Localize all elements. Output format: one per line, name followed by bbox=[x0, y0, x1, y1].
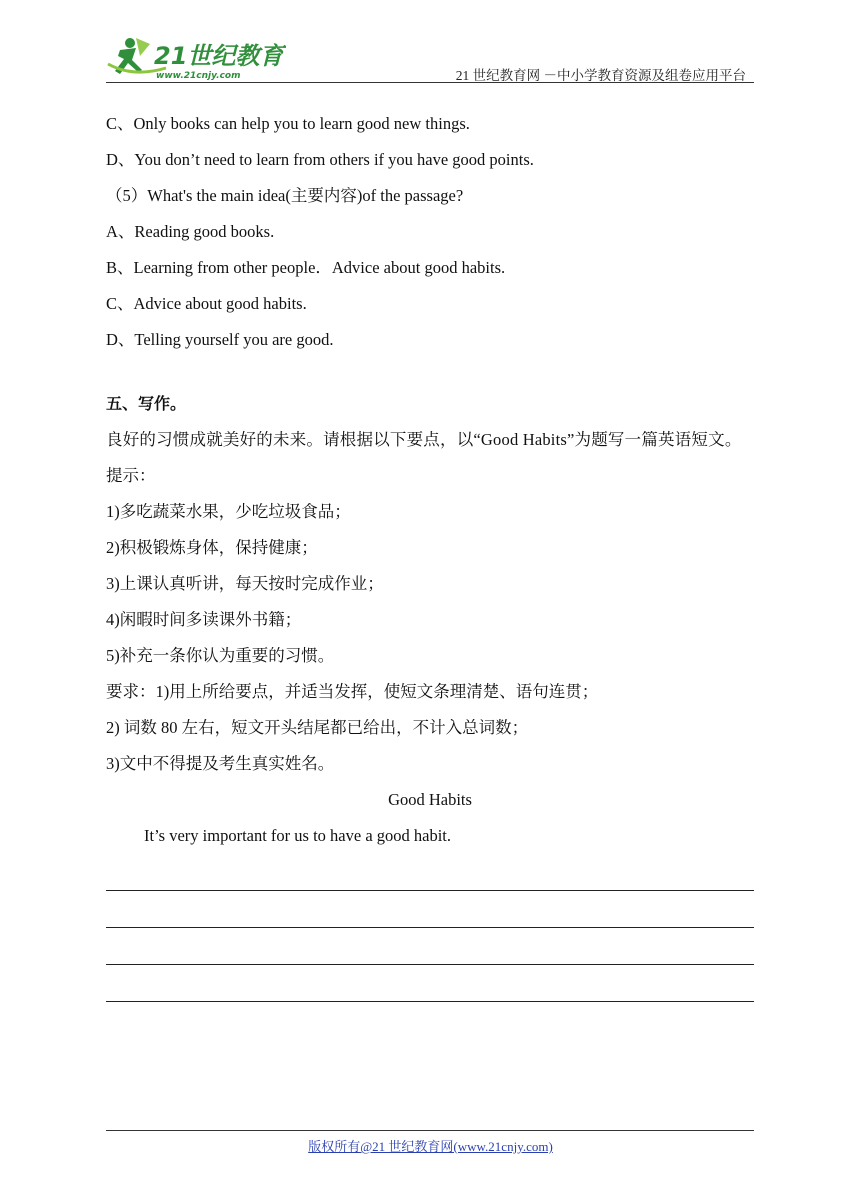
site-logo bbox=[106, 34, 286, 80]
writing-section-title: 五、写作。 bbox=[106, 394, 187, 413]
logo-wordmark: 21世纪教育 bbox=[154, 42, 284, 70]
footer-rule bbox=[106, 1130, 754, 1131]
footer-copyright-link[interactable]: 版权所有@21 世纪教育网(www.21cnjy.com) bbox=[308, 1139, 553, 1154]
essay-title: Good Habits bbox=[388, 790, 472, 809]
answer-line[interactable] bbox=[106, 965, 754, 1002]
hint-label: 提示： bbox=[106, 466, 156, 485]
q5-option-c: C、Advice about good habits. bbox=[106, 294, 307, 313]
header-rule bbox=[106, 82, 754, 83]
q5-option-d: D、Telling yourself you are good. bbox=[106, 330, 334, 349]
page-content bbox=[106, 106, 754, 1002]
q4-option-d: D、You don’t need to learn from others if you have good points. bbox=[106, 150, 534, 169]
requirement-item: 3)文中不得提及考生真实姓名。 bbox=[106, 754, 335, 773]
q5-option-a: A、Reading good books. bbox=[106, 222, 275, 241]
writing-instruction: 良好的习惯成就美好的未来。请根据以下要点，以“Good Habits”为题写一篇英语短文。 bbox=[106, 430, 742, 449]
page-header bbox=[106, 30, 754, 84]
q5-option-b: B、Learning from other people．Advice about good habits. bbox=[106, 258, 506, 277]
requirement-item: 要求：1)用上所给要点，并适当发挥，使短文条理清楚、语句连贯； bbox=[106, 682, 599, 701]
hint-item: 2)积极锻炼身体，保持健康； bbox=[106, 538, 318, 557]
answer-line[interactable] bbox=[106, 928, 754, 965]
answer-line[interactable] bbox=[106, 854, 754, 891]
answer-line[interactable] bbox=[106, 891, 754, 928]
hint-item: 1)多吃蔬菜水果，少吃垃圾食品； bbox=[106, 502, 351, 521]
q5-stem: （5）What's the main idea(主要内容)of the passage? bbox=[106, 186, 464, 205]
header-slogan: 21 世纪教育网 －中小学教育资源及组卷应用平台 bbox=[455, 68, 746, 83]
hint-item: 3)上课认真听讲，每天按时完成作业； bbox=[106, 574, 384, 593]
logo-url: www.21cnjy.com bbox=[156, 71, 241, 80]
hint-item: 4)闲暇时间多读课外书籍； bbox=[106, 610, 302, 629]
requirement-item: 2) 词数 80 左右，短文开头结尾都已给出，不计入总词数； bbox=[106, 718, 529, 737]
essay-opening: It’s very important for us to have a good habit. bbox=[144, 826, 452, 845]
hint-item: 5)补充一条你认为重要的习惯。 bbox=[106, 646, 335, 665]
q4-option-c: C、Only books can help you to learn good new things. bbox=[106, 114, 470, 133]
